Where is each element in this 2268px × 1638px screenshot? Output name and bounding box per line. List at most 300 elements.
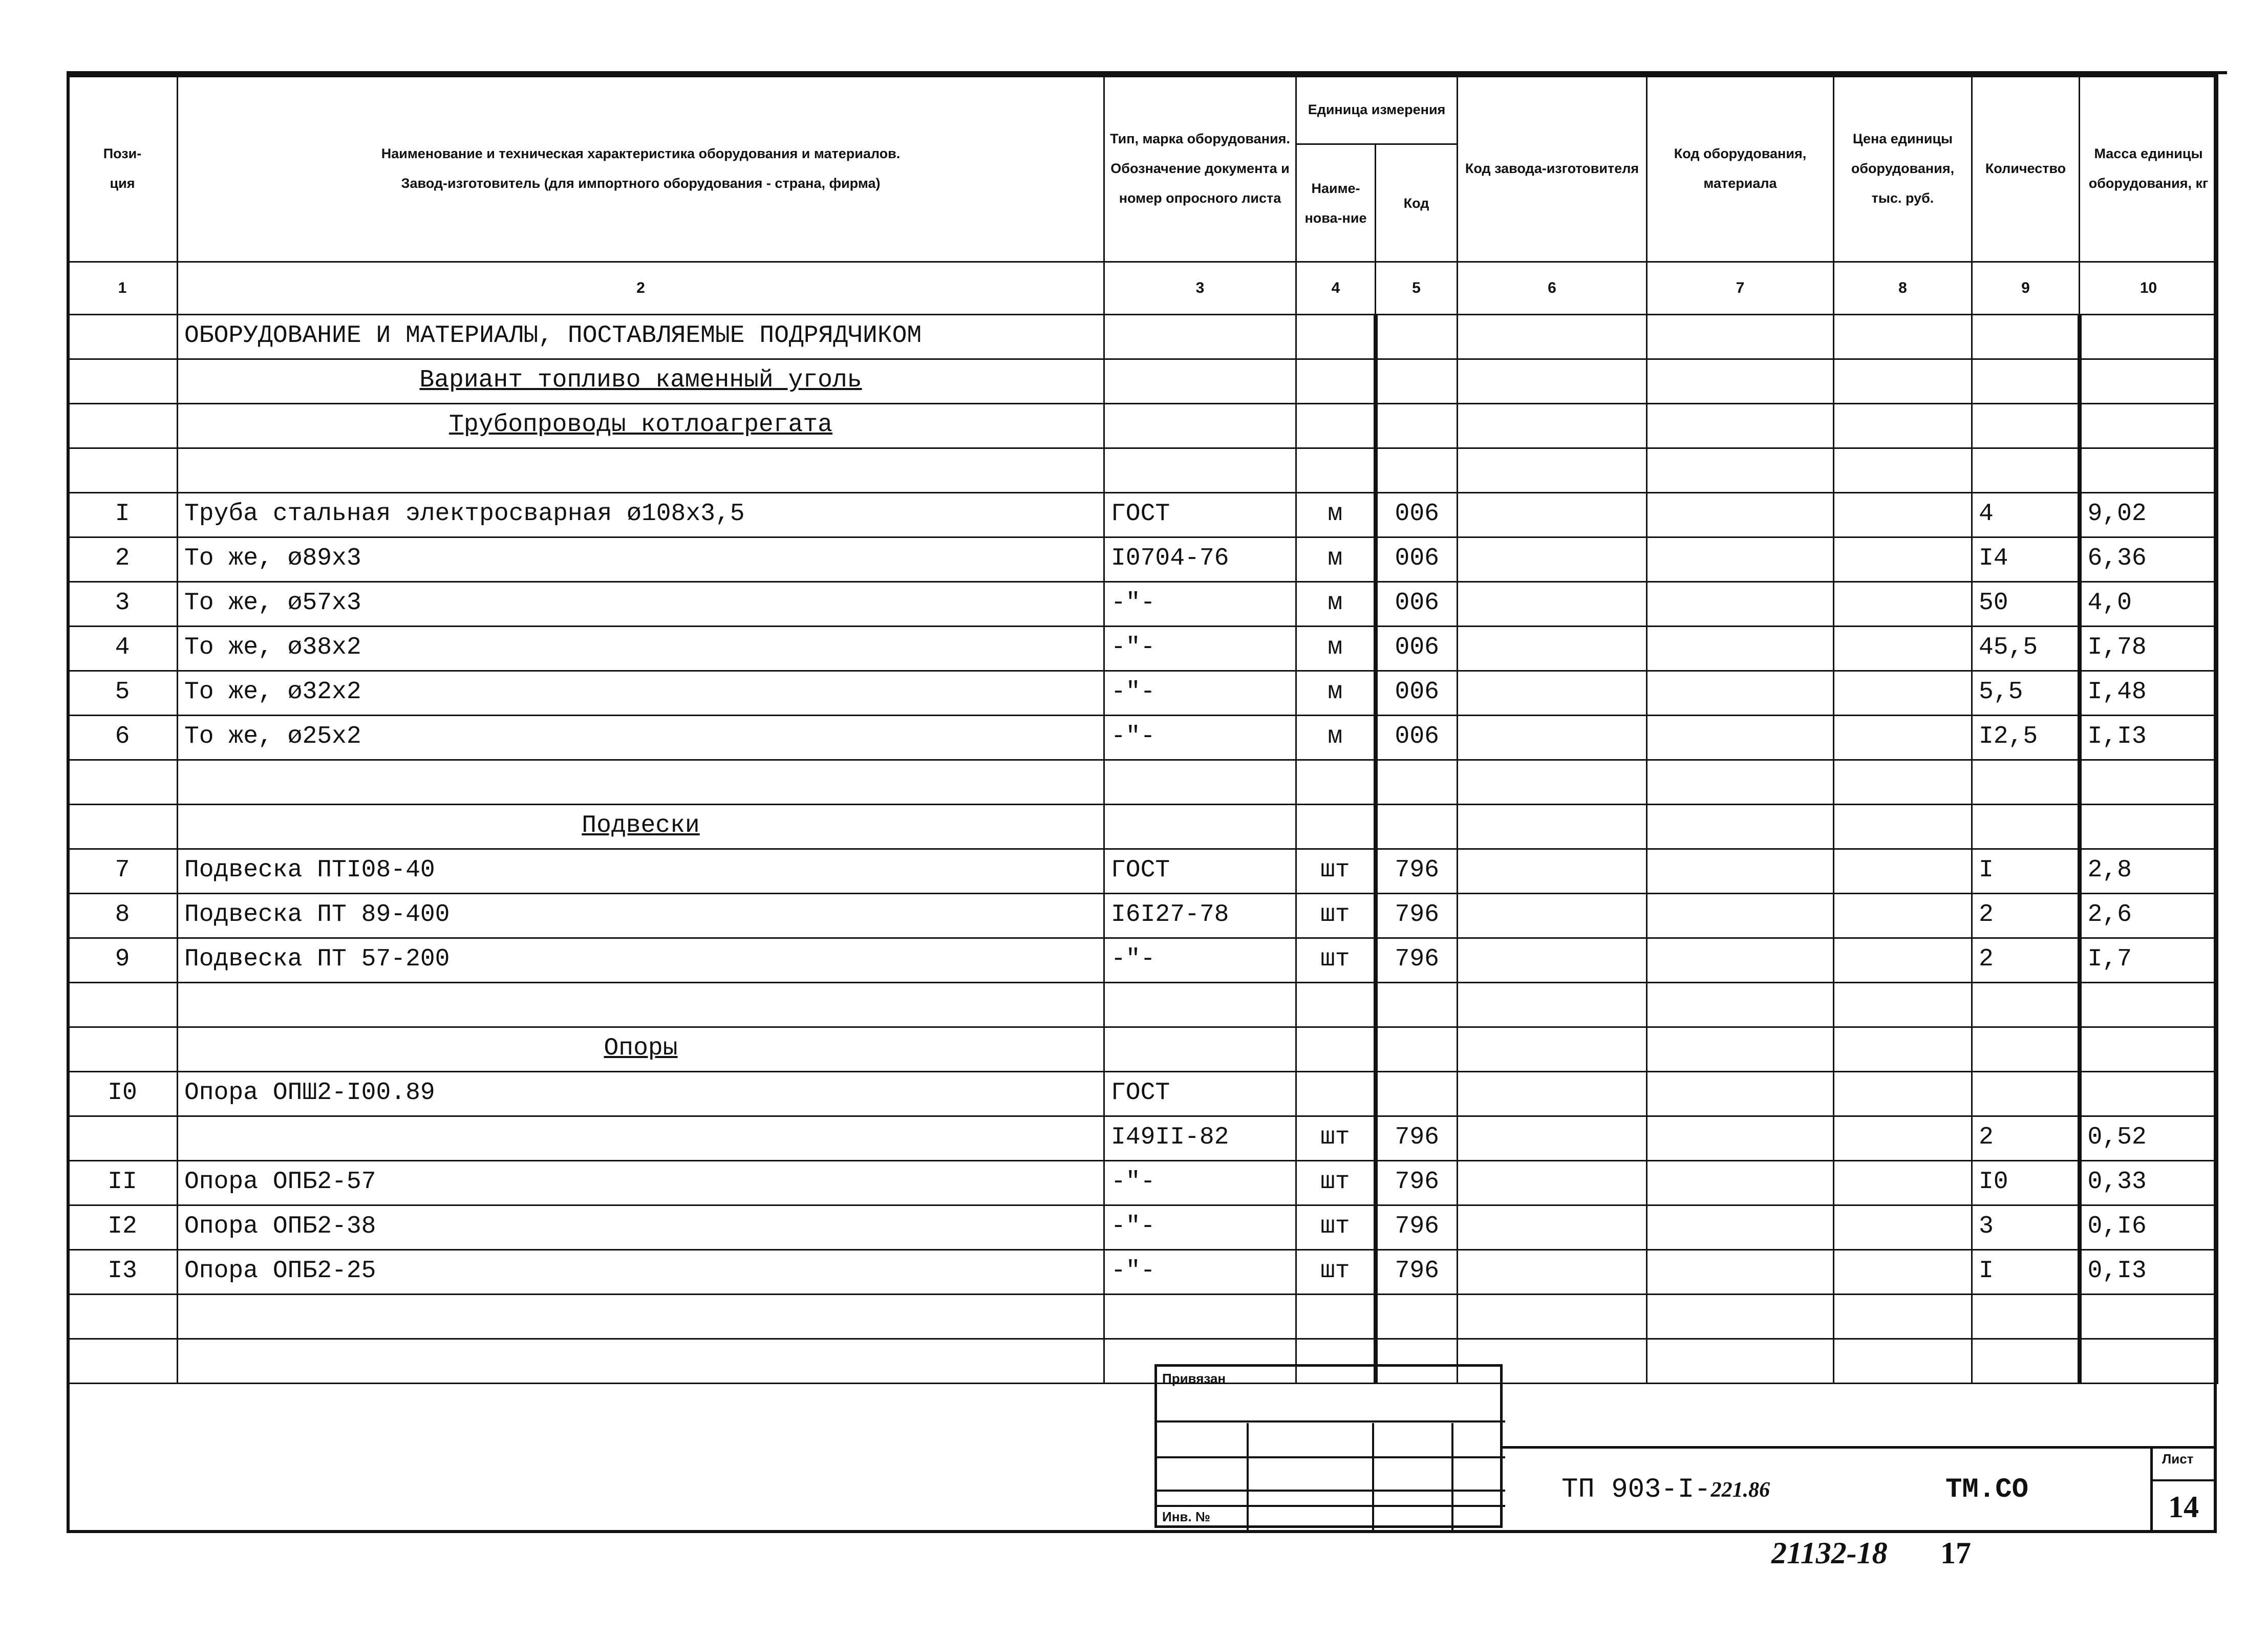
column-number: 6 bbox=[1458, 262, 1647, 315]
unit-code-cell: 006 bbox=[1376, 671, 1458, 716]
table-row bbox=[68, 849, 2218, 894]
position-cell bbox=[68, 404, 178, 448]
name-cell: Опора ОПБ2-57 bbox=[178, 1161, 1104, 1205]
name-cell: Подвески bbox=[178, 805, 1104, 849]
equipment-code-cell bbox=[1647, 671, 1834, 716]
header-equipment-code: Код оборудования, материала bbox=[1647, 75, 1834, 262]
plant-code-cell bbox=[1458, 315, 1647, 359]
price-cell bbox=[1834, 315, 1972, 359]
position-cell bbox=[68, 315, 178, 359]
plant-code-cell bbox=[1458, 1072, 1647, 1116]
unit-name-cell bbox=[1296, 1072, 1376, 1116]
price-cell bbox=[1834, 627, 1972, 671]
type-cell: -"- bbox=[1104, 1161, 1296, 1205]
name-cell: Опора ОПШ2-I00.89 bbox=[178, 1072, 1104, 1116]
table-body bbox=[68, 315, 2218, 1384]
name-cell: Труба стальная электросварная ø108x3,5 bbox=[178, 493, 1104, 537]
type-cell: ГОСТ bbox=[1104, 849, 1296, 894]
equipment-specification-table bbox=[67, 74, 2218, 1384]
position-cell bbox=[68, 359, 178, 404]
stamp-privyazan-label: Привязан bbox=[1162, 1371, 1226, 1386]
name-cell: Вариант топливо каменный уголь bbox=[178, 359, 1104, 404]
price-cell bbox=[1834, 1205, 1972, 1250]
mass-cell: 0,I3 bbox=[2080, 1250, 2218, 1295]
equipment-code-cell bbox=[1647, 359, 1834, 404]
document-suffix: ТМ.СО bbox=[1945, 1474, 2029, 1505]
mass-cell: I,78 bbox=[2080, 627, 2218, 671]
unit-code-cell bbox=[1376, 404, 1458, 448]
price-cell bbox=[1834, 537, 1972, 582]
position-cell: I bbox=[68, 493, 178, 537]
position-cell: 4 bbox=[68, 627, 178, 671]
page-number: 17 bbox=[1940, 1536, 1971, 1570]
column-number-row bbox=[68, 262, 2218, 315]
price-cell bbox=[1834, 1339, 1972, 1384]
equipment-code-cell bbox=[1647, 1116, 1834, 1161]
table-row bbox=[68, 1161, 2218, 1205]
quantity-cell: 2 bbox=[1972, 1116, 2080, 1161]
quantity-cell bbox=[1972, 760, 2080, 805]
header-plant-code: Код завода-изготовителя bbox=[1458, 75, 1647, 262]
header-type: Тип, марка оборудования. Обозначение документа и номер опросного листа bbox=[1104, 75, 1296, 262]
price-cell bbox=[1834, 716, 1972, 760]
column-number: 1 bbox=[68, 262, 178, 315]
plant-code-cell bbox=[1458, 849, 1647, 894]
quantity-cell: I0 bbox=[1972, 1161, 2080, 1205]
mass-cell: 9,02 bbox=[2080, 493, 2218, 537]
name-cell bbox=[178, 760, 1104, 805]
table-row bbox=[68, 938, 2218, 983]
table-row bbox=[68, 448, 2218, 493]
position-cell bbox=[68, 983, 178, 1027]
sheet-number-box bbox=[2150, 1449, 2217, 1533]
table-row bbox=[68, 805, 2218, 849]
unit-name-cell: шт bbox=[1296, 849, 1376, 894]
column-number: 7 bbox=[1647, 262, 1834, 315]
equipment-code-cell bbox=[1647, 627, 1834, 671]
mass-cell: I,7 bbox=[2080, 938, 2218, 983]
name-cell bbox=[178, 983, 1104, 1027]
type-cell bbox=[1104, 760, 1296, 805]
position-cell: 5 bbox=[68, 671, 178, 716]
unit-name-cell: шт bbox=[1296, 1250, 1376, 1295]
mass-cell bbox=[2080, 404, 2218, 448]
price-cell bbox=[1834, 1027, 1972, 1072]
price-cell bbox=[1834, 448, 1972, 493]
position-cell bbox=[68, 1116, 178, 1161]
quantity-cell bbox=[1972, 1339, 2080, 1384]
price-cell bbox=[1834, 894, 1972, 938]
table-row bbox=[68, 359, 2218, 404]
name-cell: То же, ø38x2 bbox=[178, 627, 1104, 671]
unit-code-cell bbox=[1376, 315, 1458, 359]
unit-code-cell bbox=[1376, 448, 1458, 493]
stamp-inv-label: Инв. № bbox=[1162, 1509, 1210, 1524]
table-row bbox=[68, 1295, 2218, 1339]
type-cell: -"- bbox=[1104, 716, 1296, 760]
position-cell: 6 bbox=[68, 716, 178, 760]
position-cell: 9 bbox=[68, 938, 178, 983]
unit-name-cell: шт bbox=[1296, 938, 1376, 983]
price-cell bbox=[1834, 359, 1972, 404]
name-cell: То же, ø25x2 bbox=[178, 716, 1104, 760]
equipment-code-cell bbox=[1647, 448, 1834, 493]
plant-code-cell bbox=[1458, 1295, 1647, 1339]
type-cell bbox=[1104, 359, 1296, 404]
name-cell: Опора ОПБ2-38 bbox=[178, 1205, 1104, 1250]
unit-name-cell: шт bbox=[1296, 1205, 1376, 1250]
equipment-code-cell bbox=[1647, 805, 1834, 849]
mass-cell: 2,6 bbox=[2080, 894, 2218, 938]
type-cell: -"- bbox=[1104, 1205, 1296, 1250]
position-cell: 7 bbox=[68, 849, 178, 894]
type-cell bbox=[1104, 315, 1296, 359]
name-cell: То же, ø89x3 bbox=[178, 537, 1104, 582]
table-row bbox=[68, 1250, 2218, 1295]
unit-name-cell bbox=[1296, 1027, 1376, 1072]
unit-name-cell bbox=[1296, 760, 1376, 805]
quantity-cell: I2,5 bbox=[1972, 716, 2080, 760]
table-row bbox=[68, 537, 2218, 582]
mass-cell bbox=[2080, 315, 2218, 359]
table-row bbox=[68, 315, 2218, 359]
unit-code-cell bbox=[1376, 1027, 1458, 1072]
quantity-cell: I bbox=[1972, 1250, 2080, 1295]
column-number: 2 bbox=[178, 262, 1104, 315]
name-cell bbox=[178, 1295, 1104, 1339]
type-cell: -"- bbox=[1104, 938, 1296, 983]
plant-code-cell bbox=[1458, 805, 1647, 849]
plant-code-cell bbox=[1458, 448, 1647, 493]
position-cell bbox=[68, 1295, 178, 1339]
position-cell bbox=[68, 1027, 178, 1072]
unit-name-cell bbox=[1296, 805, 1376, 849]
sheet-label: Лист bbox=[2162, 1451, 2194, 1467]
table-row bbox=[68, 493, 2218, 537]
price-cell bbox=[1834, 1161, 1972, 1205]
equipment-code-cell bbox=[1647, 938, 1834, 983]
quantity-cell: 2 bbox=[1972, 894, 2080, 938]
quantity-cell bbox=[1972, 448, 2080, 493]
mass-cell: I,48 bbox=[2080, 671, 2218, 716]
quantity-cell bbox=[1972, 359, 2080, 404]
table-row bbox=[68, 1027, 2218, 1072]
unit-code-cell: 796 bbox=[1376, 1116, 1458, 1161]
unit-name-cell bbox=[1296, 1295, 1376, 1339]
mass-cell bbox=[2080, 1072, 2218, 1116]
name-cell: ОБОРУДОВАНИЕ И МАТЕРИАЛЫ, ПОСТАВЛЯЕМЫЕ ПОДРЯДЧИКОМ bbox=[178, 315, 1104, 359]
equipment-code-cell bbox=[1647, 849, 1834, 894]
plant-code-cell bbox=[1458, 1116, 1647, 1161]
type-cell: ГОСТ bbox=[1104, 1072, 1296, 1116]
quantity-cell: 2 bbox=[1972, 938, 2080, 983]
name-cell: Подвеска ПТ 57-200 bbox=[178, 938, 1104, 983]
type-cell: I0704-76 bbox=[1104, 537, 1296, 582]
equipment-code-cell bbox=[1647, 582, 1834, 627]
column-number: 5 bbox=[1376, 262, 1458, 315]
mass-cell: 0,I6 bbox=[2080, 1205, 2218, 1250]
unit-code-cell bbox=[1376, 359, 1458, 404]
quantity-cell: 3 bbox=[1972, 1205, 2080, 1250]
price-cell bbox=[1834, 1072, 1972, 1116]
position-cell bbox=[68, 760, 178, 805]
table-row bbox=[68, 894, 2218, 938]
unit-name-cell: м bbox=[1296, 716, 1376, 760]
stamp-divider bbox=[1451, 1423, 1453, 1531]
plant-code-cell bbox=[1458, 582, 1647, 627]
unit-name-cell: шт bbox=[1296, 1161, 1376, 1205]
quantity-cell: 4 bbox=[1972, 493, 2080, 537]
unit-name-cell bbox=[1296, 315, 1376, 359]
unit-name-cell bbox=[1296, 983, 1376, 1027]
type-cell bbox=[1104, 448, 1296, 493]
unit-code-cell: 796 bbox=[1376, 894, 1458, 938]
table-header bbox=[68, 75, 2218, 315]
price-cell bbox=[1834, 849, 1972, 894]
table-row bbox=[68, 627, 2218, 671]
unit-code-cell bbox=[1376, 983, 1458, 1027]
doc-code-handwritten: 221.86 bbox=[1710, 1478, 1770, 1502]
type-cell bbox=[1104, 404, 1296, 448]
unit-code-cell: 796 bbox=[1376, 1250, 1458, 1295]
column-number: 3 bbox=[1104, 262, 1296, 315]
quantity-cell bbox=[1972, 1295, 2080, 1339]
unit-name-cell: м bbox=[1296, 493, 1376, 537]
column-number: 4 bbox=[1296, 262, 1376, 315]
table-row bbox=[68, 582, 2218, 627]
unit-code-cell: 796 bbox=[1376, 938, 1458, 983]
type-cell: I6I27-78 bbox=[1104, 894, 1296, 938]
plant-code-cell bbox=[1458, 359, 1647, 404]
document-code bbox=[1561, 1474, 1770, 1505]
plant-code-cell bbox=[1458, 983, 1647, 1027]
sheet-number: 14 bbox=[2168, 1490, 2199, 1524]
mass-cell bbox=[2080, 359, 2218, 404]
unit-code-cell: 006 bbox=[1376, 627, 1458, 671]
header-unit-name: Наиме-нова-ние bbox=[1296, 144, 1376, 262]
equipment-code-cell bbox=[1647, 1205, 1834, 1250]
mass-cell bbox=[2080, 1027, 2218, 1072]
unit-code-cell: 006 bbox=[1376, 493, 1458, 537]
unit-name-cell: м bbox=[1296, 627, 1376, 671]
mass-cell: 4,0 bbox=[2080, 582, 2218, 627]
unit-name-cell: м bbox=[1296, 582, 1376, 627]
equipment-code-cell bbox=[1647, 894, 1834, 938]
quantity-cell: I bbox=[1972, 849, 2080, 894]
mass-cell: 6,36 bbox=[2080, 537, 2218, 582]
plant-code-cell bbox=[1458, 894, 1647, 938]
position-cell: 2 bbox=[68, 537, 178, 582]
quantity-cell: 5,5 bbox=[1972, 671, 2080, 716]
header-name-line1: Наименование и техническая характеристика оборудования и материалов. bbox=[381, 146, 901, 161]
unit-name-cell bbox=[1296, 404, 1376, 448]
position-cell: I3 bbox=[68, 1250, 178, 1295]
table-row bbox=[68, 983, 2218, 1027]
type-cell bbox=[1104, 1295, 1296, 1339]
quantity-cell bbox=[1972, 404, 2080, 448]
header-unit-group: Единица измерения bbox=[1296, 75, 1458, 144]
unit-code-cell: 796 bbox=[1376, 849, 1458, 894]
table-row bbox=[68, 671, 2218, 716]
unit-name-cell bbox=[1296, 448, 1376, 493]
type-cell bbox=[1104, 1027, 1296, 1072]
position-cell: I0 bbox=[68, 1072, 178, 1116]
table-row bbox=[68, 760, 2218, 805]
table-row bbox=[68, 1205, 2218, 1250]
header-quantity: Количество bbox=[1972, 75, 2080, 262]
table-row bbox=[68, 1072, 2218, 1116]
quantity-cell bbox=[1972, 1027, 2080, 1072]
header-name-line2: Завод-изготовитель (для импортного оборудования - страна, фирма) bbox=[401, 176, 881, 191]
mass-cell bbox=[2080, 1295, 2218, 1339]
sheet-box-line bbox=[2153, 1479, 2217, 1481]
type-cell bbox=[1104, 983, 1296, 1027]
mass-cell: 2,8 bbox=[2080, 849, 2218, 894]
mass-cell bbox=[2080, 805, 2218, 849]
quantity-cell: 50 bbox=[1972, 582, 2080, 627]
unit-code-cell: 006 bbox=[1376, 716, 1458, 760]
plant-code-cell bbox=[1458, 404, 1647, 448]
type-cell: -"- bbox=[1104, 671, 1296, 716]
doc-code-printed: ТП 903-I- bbox=[1561, 1474, 1711, 1505]
quantity-cell bbox=[1972, 805, 2080, 849]
name-cell: Подвеска ПТI08-40 bbox=[178, 849, 1104, 894]
plant-code-cell bbox=[1458, 1205, 1647, 1250]
position-cell bbox=[68, 805, 178, 849]
mass-cell bbox=[2080, 1339, 2218, 1384]
header-mass: Масса единицы оборудования, кг bbox=[2080, 75, 2218, 262]
equipment-code-cell bbox=[1647, 716, 1834, 760]
name-cell bbox=[178, 1339, 1104, 1384]
column-number: 8 bbox=[1834, 262, 1972, 315]
mass-cell bbox=[2080, 760, 2218, 805]
unit-code-cell bbox=[1376, 805, 1458, 849]
name-cell: Опора ОПБ2-25 bbox=[178, 1250, 1104, 1295]
price-cell bbox=[1834, 805, 1972, 849]
equipment-code-cell bbox=[1647, 760, 1834, 805]
type-cell bbox=[1104, 805, 1296, 849]
table-row bbox=[68, 1116, 2218, 1161]
quantity-cell bbox=[1972, 983, 2080, 1027]
price-cell bbox=[1834, 671, 1972, 716]
type-cell: ГОСТ bbox=[1104, 493, 1296, 537]
unit-code-cell: 796 bbox=[1376, 1161, 1458, 1205]
table-row bbox=[68, 716, 2218, 760]
table-row bbox=[68, 1339, 2218, 1384]
stamp-line bbox=[1157, 1420, 1505, 1423]
price-cell bbox=[1834, 1250, 1972, 1295]
price-cell bbox=[1834, 582, 1972, 627]
equipment-code-cell bbox=[1647, 1339, 1834, 1384]
unit-name-cell: шт bbox=[1296, 894, 1376, 938]
unit-code-cell: 796 bbox=[1376, 1205, 1458, 1250]
name-cell bbox=[178, 448, 1104, 493]
unit-code-cell bbox=[1376, 1072, 1458, 1116]
equipment-code-cell bbox=[1647, 1161, 1834, 1205]
price-cell bbox=[1834, 983, 1972, 1027]
title-block-line bbox=[1503, 1446, 2217, 1449]
equipment-code-cell bbox=[1647, 404, 1834, 448]
plant-code-cell bbox=[1458, 627, 1647, 671]
unit-name-cell bbox=[1296, 359, 1376, 404]
equipment-code-cell bbox=[1647, 315, 1834, 359]
header-name bbox=[178, 75, 1104, 262]
position-cell: II bbox=[68, 1161, 178, 1205]
price-cell bbox=[1834, 1295, 1972, 1339]
name-cell: То же, ø57x3 bbox=[178, 582, 1104, 627]
name-cell: Опоры bbox=[178, 1027, 1104, 1072]
position-cell bbox=[68, 448, 178, 493]
position-cell: 3 bbox=[68, 582, 178, 627]
price-cell bbox=[1834, 1116, 1972, 1161]
unit-code-cell bbox=[1376, 1295, 1458, 1339]
archive-number: 21132-18 bbox=[1771, 1536, 1888, 1570]
unit-code-cell: 006 bbox=[1376, 582, 1458, 627]
quantity-cell: 45,5 bbox=[1972, 627, 2080, 671]
plant-code-cell bbox=[1458, 671, 1647, 716]
price-cell bbox=[1834, 493, 1972, 537]
unit-code-cell: 006 bbox=[1376, 537, 1458, 582]
stamp-divider bbox=[1372, 1423, 1374, 1531]
name-cell: Подвеска ПТ 89-400 bbox=[178, 894, 1104, 938]
name-cell: Трубопроводы котлоагрегата bbox=[178, 404, 1104, 448]
mass-cell bbox=[2080, 448, 2218, 493]
price-cell bbox=[1834, 760, 1972, 805]
plant-code-cell bbox=[1458, 537, 1647, 582]
type-cell: -"- bbox=[1104, 582, 1296, 627]
stamp-divider bbox=[1247, 1423, 1249, 1531]
type-cell: I49II-82 bbox=[1104, 1116, 1296, 1161]
mass-cell: I,I3 bbox=[2080, 716, 2218, 760]
mass-cell: 0,33 bbox=[2080, 1161, 2218, 1205]
unit-code-cell bbox=[1376, 760, 1458, 805]
unit-name-cell: шт bbox=[1296, 1116, 1376, 1161]
position-cell bbox=[68, 1339, 178, 1384]
plant-code-cell bbox=[1458, 1161, 1647, 1205]
unit-name-cell: м bbox=[1296, 537, 1376, 582]
plant-code-cell bbox=[1458, 493, 1647, 537]
table-row bbox=[68, 404, 2218, 448]
price-cell bbox=[1834, 404, 1972, 448]
equipment-code-cell bbox=[1647, 983, 1834, 1027]
header-position: Пози- ция bbox=[68, 75, 178, 262]
name-cell: То же, ø32x2 bbox=[178, 671, 1104, 716]
unit-name-cell: м bbox=[1296, 671, 1376, 716]
header-price: Цена единицы оборудования, тыс. руб. bbox=[1834, 75, 1972, 262]
type-cell: -"- bbox=[1104, 1250, 1296, 1295]
name-cell bbox=[178, 1116, 1104, 1161]
equipment-code-cell bbox=[1647, 1250, 1834, 1295]
mass-cell bbox=[2080, 983, 2218, 1027]
plant-code-cell bbox=[1458, 938, 1647, 983]
quantity-cell bbox=[1972, 1072, 2080, 1116]
equipment-code-cell bbox=[1647, 1295, 1834, 1339]
plant-code-cell bbox=[1458, 1250, 1647, 1295]
column-number: 9 bbox=[1972, 262, 2080, 315]
equipment-code-cell bbox=[1647, 1072, 1834, 1116]
plant-code-cell bbox=[1458, 760, 1647, 805]
price-cell bbox=[1834, 938, 1972, 983]
position-cell: 8 bbox=[68, 894, 178, 938]
equipment-code-cell bbox=[1647, 537, 1834, 582]
equipment-code-cell bbox=[1647, 493, 1834, 537]
quantity-cell: I4 bbox=[1972, 537, 2080, 582]
plant-code-cell bbox=[1458, 716, 1647, 760]
binding-stamp bbox=[1154, 1364, 1503, 1528]
position-cell: I2 bbox=[68, 1205, 178, 1250]
plant-code-cell bbox=[1458, 1027, 1647, 1072]
quantity-cell bbox=[1972, 315, 2080, 359]
